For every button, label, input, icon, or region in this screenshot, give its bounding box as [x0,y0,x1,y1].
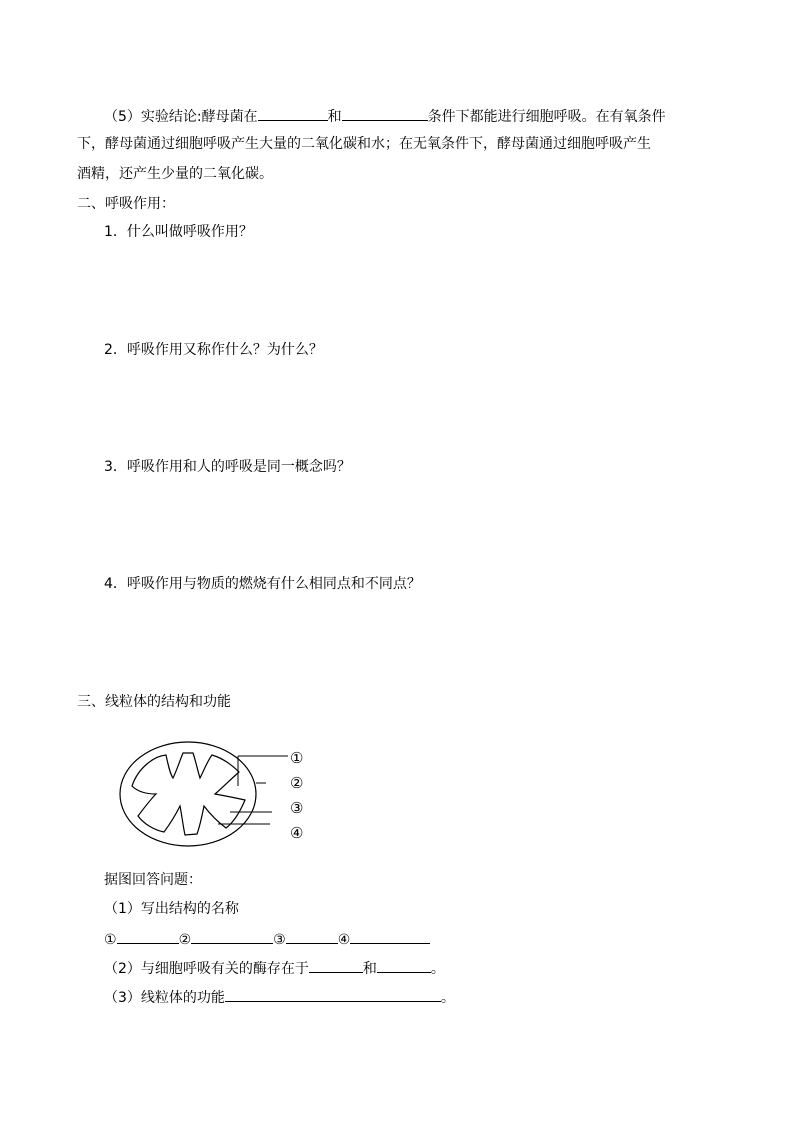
name-label-2: ② [178,932,192,948]
conclusion-line-1 [104,106,666,127]
question-3-2-text: （2）与细胞呼吸有关的酶存在于 [104,961,309,977]
blank-structure-1[interactable] [117,929,179,944]
diagram-label-1: ① [290,749,304,767]
question-3-3-end: 。 [440,990,455,1006]
blank-condition-2[interactable] [342,106,428,121]
diagram-prompt: 据图回答问题： [104,872,202,888]
blank-enzyme-1[interactable] [309,958,363,973]
question-2-4: 4．呼吸作用与物质的燃烧有什么相同点和不同点？ [104,576,421,592]
conclusion-and: 和 [327,109,342,125]
question-2-2: 2．呼吸作用又称作什么？为什么？ [104,342,323,358]
name-label-1: ① [104,932,117,948]
question-3-3 [104,987,455,1008]
question-3-3-text: （3）线粒体的功能 [104,990,225,1006]
question-2-1: 1．什么叫做呼吸作用？ [104,224,253,240]
mitochondrion-diagram [110,738,330,850]
diagram-label-4: ④ [290,824,304,842]
blank-structure-2[interactable] [191,929,273,944]
diagram-label-3: ③ [290,799,304,817]
section-3-heading: 三、线粒体的结构和功能 [77,694,231,710]
blank-enzyme-2[interactable] [377,958,431,973]
question-3-2 [104,958,445,979]
conclusion-line-2: 下，酵母菌通过细胞呼吸产生大量的二氧化碳和水；在无氧条件下，酵母菌通过细胞呼吸产生 [77,136,651,152]
conclusion-line-3: 酒精，还产生少量的二氧化碳。 [77,166,273,182]
question-3-1: （1）写出结构的名称 [104,901,239,917]
inner-membrane-cristae [132,753,245,835]
blank-condition-1[interactable] [258,106,328,121]
diagram-label-2: ② [290,774,304,792]
question-3-2-and: 和 [362,961,377,977]
blank-function[interactable] [225,987,441,1002]
question-3-2-end: 。 [430,961,445,977]
conclusion-label: （5）实验结论:酵母菌在 [104,109,258,125]
name-label-3: ③ [273,932,286,948]
section-2-heading: 二、呼吸作用： [77,196,175,212]
conclusion-tail: 条件下都能进行细胞呼吸。在有氧条件 [427,109,666,125]
outer-membrane [120,742,256,846]
structure-names-line [104,929,430,950]
question-2-3: 3．呼吸作用和人的呼吸是同一概念吗？ [104,459,351,475]
name-label-4: ④ [337,932,351,948]
blank-structure-3[interactable] [286,929,338,944]
blank-structure-4[interactable] [350,929,430,944]
